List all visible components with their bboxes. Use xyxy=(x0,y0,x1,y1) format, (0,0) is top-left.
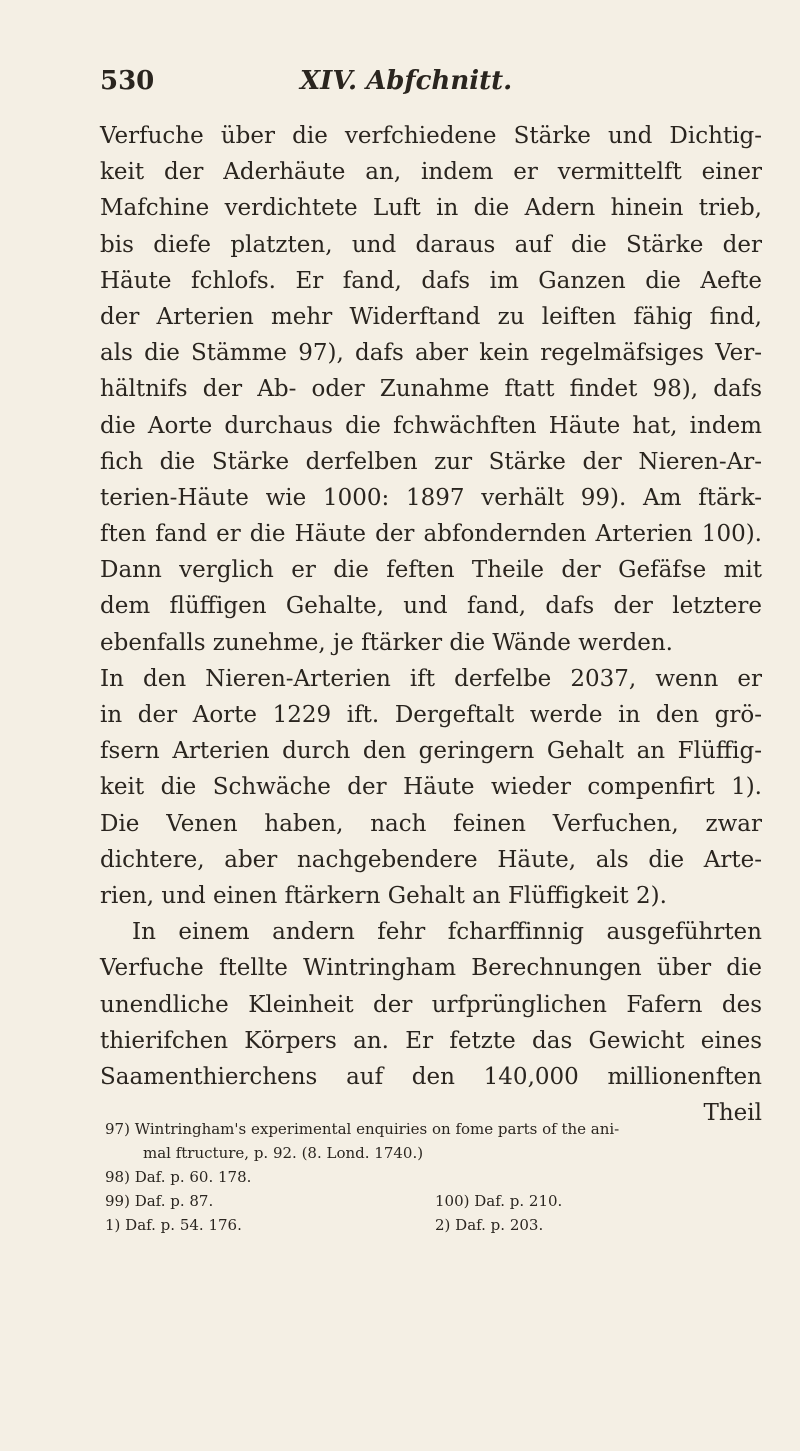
footnote-97-continued: mal ftructure, p. 92. (8. Lond. 1740.) xyxy=(143,1144,424,1162)
footnote-1: 1) Daf. p. 54. 176. xyxy=(105,1216,242,1234)
text-line: rien, und einen ftärkern Gehalt an Flüffigkeit 2). xyxy=(100,882,667,909)
text-line: thierifchen Körpers an. Er fetzte das Gewicht eines xyxy=(100,1027,762,1054)
page-number: 530 xyxy=(100,66,155,96)
text-line: als die Stämme 97), dafs aber kein regelmäfsiges Ver- xyxy=(100,340,762,367)
text-line: In den Nieren-Arterien ift derfelbe 2037, wenn er xyxy=(100,665,762,692)
running-head: XIV. Abfchnitt. xyxy=(300,66,513,96)
footnote-100: 100) Daf. p. 210. xyxy=(435,1192,563,1210)
text-line: bis diefe platzten, und daraus auf die Stärke der xyxy=(100,231,762,258)
text-line: Mafchine verdichtete Luft in die Adern hinein trieb, xyxy=(100,195,762,222)
text-line: Saamenthierchens auf den 140,000 millionenften xyxy=(100,1063,762,1090)
text-line: Verfuche über die verfchiedene Stärke und Dichtig- xyxy=(100,123,762,149)
text-line: der Arterien mehr Widerftand zu leiften fähig find, xyxy=(100,303,762,330)
footnote-row xyxy=(105,1213,765,1237)
text-line: fich die Stärke derfelben zur Stärke der Nieren-Ar- xyxy=(100,448,762,475)
text-line: dichtere, aber nachgebendere Häute, als die Arte- xyxy=(100,846,762,873)
footnote-97: 97) Wintringham's experimental enquiries on fome parts of the ani- xyxy=(105,1120,620,1138)
page-header xyxy=(100,66,700,106)
text-line: Häute fchlofs. Er fand, dafs im Ganzen die Aefte xyxy=(100,267,762,294)
text-line: fsern Arterien durch den geringern Gehalt an Flüffig- xyxy=(100,738,762,765)
text-line: unendliche Kleinheit der urfprünglichen Fafern des xyxy=(100,991,762,1018)
body-text xyxy=(100,118,762,1131)
text-line: in der Aorte 1229 ift. Dergeftalt werde in den grö- xyxy=(100,702,762,728)
footnote-row xyxy=(105,1189,765,1213)
text-line: dem flüffigen Gehalte, und fand, dafs der letztere xyxy=(100,593,762,620)
text-line: hältnifs der Ab- oder Zunahme ftatt findet 98), dafs xyxy=(100,376,762,403)
catchword: Theil xyxy=(703,1100,762,1127)
text-line: Die Venen haben, nach feinen Verfuchen, zwar xyxy=(100,810,762,837)
footnote-98: 98) Daf. p. 60. 178. xyxy=(105,1168,252,1186)
text-line: Verfuche ftellte Wintringham Berechnungen über die xyxy=(100,955,762,982)
text-line: In einem andern fehr fcharffinnig ausgeführten xyxy=(132,919,762,946)
text-line: terien-Häute wie 1000: 1897 verhält 99). Am ftärk- xyxy=(100,484,762,511)
text-line: ften fand er die Häute der abfondernden Arterien 100). xyxy=(100,521,762,548)
footnote-99: 99) Daf. p. 87. xyxy=(105,1192,214,1210)
text-line: ebenfalls zunehme, je ftärker die Wände werden. xyxy=(100,629,673,656)
text-line: keit der Aderhäute an, indem er vermittelft einer xyxy=(100,159,762,186)
footnote-2: 2) Daf. p. 203. xyxy=(435,1216,544,1234)
text-line: keit die Schwäche der Häute wieder compenfirt 1). xyxy=(100,774,762,801)
footnotes xyxy=(105,1117,765,1237)
text-line: Dann verglich er die feften Theile der Gefäfse mit xyxy=(100,557,762,584)
text-line: die Aorte durchaus die fchwächften Häute hat, indem xyxy=(100,412,762,439)
